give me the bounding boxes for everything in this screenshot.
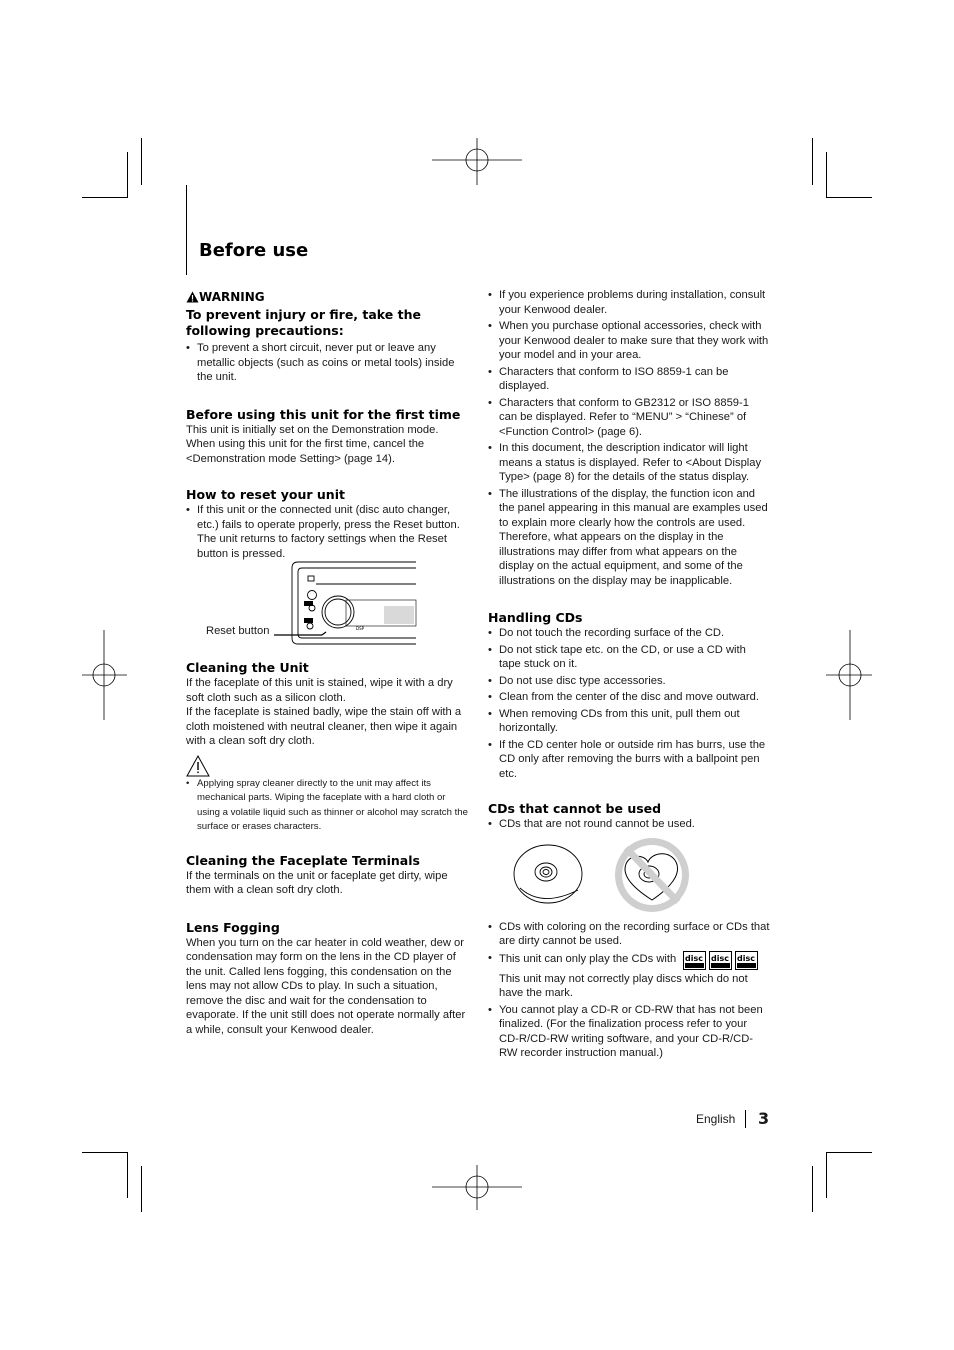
right-column: [488, 288, 770, 1063]
warning-heading-row: [186, 289, 468, 305]
faceplate-illustration: [270, 560, 420, 652]
intro-list: [488, 288, 770, 588]
handling-heading: Handling CDs: [488, 610, 583, 625]
caution-triangle-icon: [186, 755, 210, 777]
compact-disc-digital-audio-logo: [683, 951, 706, 970]
first-time-text: This unit is initially set on the Demonstration mode. When using this unit for the first time, cancel the <Demonstration mode Setting> (page 14).: [186, 423, 439, 465]
list-item: • The illustrations of the display, the function icon and the panel appearing in this manual are examples used to explain more clearly how the controls are used. Therefore, what appears on the display in the illustrations may differ from what appears on the display on the actual equipment, and some of the illustrations on the display may be inapplicable.: [488, 487, 770, 589]
warning-triangle-icon: [186, 291, 199, 303]
reset-button-label: Reset button: [206, 625, 270, 637]
warning-list: [186, 341, 468, 385]
list-item: • Do not touch the recording surface of the CD.: [488, 626, 770, 641]
cannot-heading: CDs that cannot be used: [488, 801, 662, 816]
list-item: • When you purchase optional accessories, check with your Kenwood dealer to make sure that they work with your model and in your area.: [488, 319, 770, 363]
heart-cd-prohibited-icon: [612, 834, 692, 916]
left-column: [186, 289, 468, 563]
terminals-heading: Cleaning the Faceplate Terminals: [186, 852, 420, 868]
cleaning-heading: Cleaning the Unit: [186, 660, 309, 675]
list-item: • Do not stick tape etc. on the CD, or use a CD with tape stuck on it.: [488, 643, 770, 672]
list-item: • Applying spray cleaner directly to the unit may affect its mechanical parts. Wiping the faceplate with a hard cloth or using a volatile liquid such as thinner or alcohol may scratch the surface or erases characters.: [186, 777, 468, 835]
list-item: • CDs that are not round cannot be used.: [488, 817, 770, 832]
list-item: • If this unit or the connected unit (disc auto changer, etc.) fails to operate properly, press the Reset button. The unit returns to factory settings when the Reset button is pressed.: [186, 503, 468, 561]
footer-divider: [745, 1110, 746, 1128]
caution-list: [186, 777, 468, 835]
list-item: • To prevent a short circuit, never put or leave any metallic objects (such as coins or metal tools) inside the unit.: [186, 341, 468, 385]
list-item: • Clean from the center of the disc and move outward.: [488, 690, 770, 705]
list-item: • When removing CDs from this unit, pull them out horizontally.: [488, 707, 770, 736]
reset-heading: How to reset your unit: [186, 487, 345, 502]
svg-text:disc: disc: [711, 953, 730, 963]
terminals-text: If the terminals on the unit or faceplate get dirty, wipe them with a clean soft dry cloth.: [186, 869, 448, 897]
list-item: • If you experience problems during installation, consult your Kenwood dealer.: [488, 288, 770, 317]
cleaning-text-2: If the faceplate is stained badly, wipe the stain off with a cloth moistened with neutral cleaner, then wipe it again with a clean soft dry cloth.: [186, 706, 462, 747]
footer-language: English: [696, 1112, 736, 1126]
svg-text:disc: disc: [685, 953, 704, 963]
list-item: • You cannot play a CD-R or CD-RW that has not been finalized. (For the finalization process refer to your CD-R/CD-RW writing software, and your CD-R/CD-RW recorder instruction manual.): [488, 1003, 770, 1061]
list-item: • Characters that conform to GB2312 or ISO 8859-1 can be displayed. Refer to “MENU” > “Chinese” of <Function Control> (page 6).: [488, 396, 770, 440]
cannot-list-1: [488, 817, 770, 832]
warning-label: WARNING: [199, 290, 265, 304]
list-item-cd-logos: [488, 951, 770, 1001]
only-play-text: This unit can only play the CDs with: [499, 952, 677, 965]
cd-logos: [683, 951, 758, 970]
compact-disc-rewritable-logo: [735, 951, 758, 970]
only-play-text-2: This unit may not correctly play discs which do not have the mark.: [499, 972, 748, 999]
svg-text:disc: disc: [737, 953, 756, 963]
compact-disc-text-logo: [709, 951, 732, 970]
page-title: Before use: [199, 240, 309, 261]
cannot-list-2: [488, 920, 770, 1061]
list-item: • Characters that conform to ISO 8859-1 can be displayed.: [488, 365, 770, 394]
round-cd-icon: [512, 838, 588, 914]
page-number: 3: [758, 1109, 770, 1128]
fogging-text: When you turn on the car heater in cold weather, dew or condensation may form on the lens in the CD player of the unit. Called lens fogging, this condensation on the lens may not allow CDs to play. In such a situation, remove the disc and wait for the condensation to evaporate. If the unit still does not operate normally after a while, consult your Kenwood dealer.: [186, 936, 466, 1036]
cleaning-text-1: If the faceplate of this unit is stained, wipe it with a dry soft cloth such as a silicon cloth.: [186, 677, 453, 704]
list-item: • In this document, the description indicator will light means a status is displayed. Refer to <About Display Type> (page 8) for the details of the status display.: [488, 441, 770, 485]
reset-list: [186, 503, 468, 561]
left-column-lower: [186, 660, 468, 1037]
disc-illustrations: [488, 834, 770, 920]
handling-list: [488, 626, 770, 781]
fogging-heading: Lens Fogging: [186, 919, 280, 935]
warning-subheading: To prevent injury or fire, take the following precautions:: [186, 307, 421, 338]
list-item: • CDs with coloring on the recording surface or CDs that are dirty cannot be used.: [488, 920, 770, 949]
first-time-heading: Before using this unit for the first time: [186, 406, 461, 422]
list-item: • Do not use disc type accessories.: [488, 674, 770, 689]
svg-text:DSP: DSP: [356, 626, 365, 631]
list-item: • If the CD center hole or outside rim has burrs, use the CD only after removing the burrs with a ballpoint pen etc.: [488, 738, 770, 782]
